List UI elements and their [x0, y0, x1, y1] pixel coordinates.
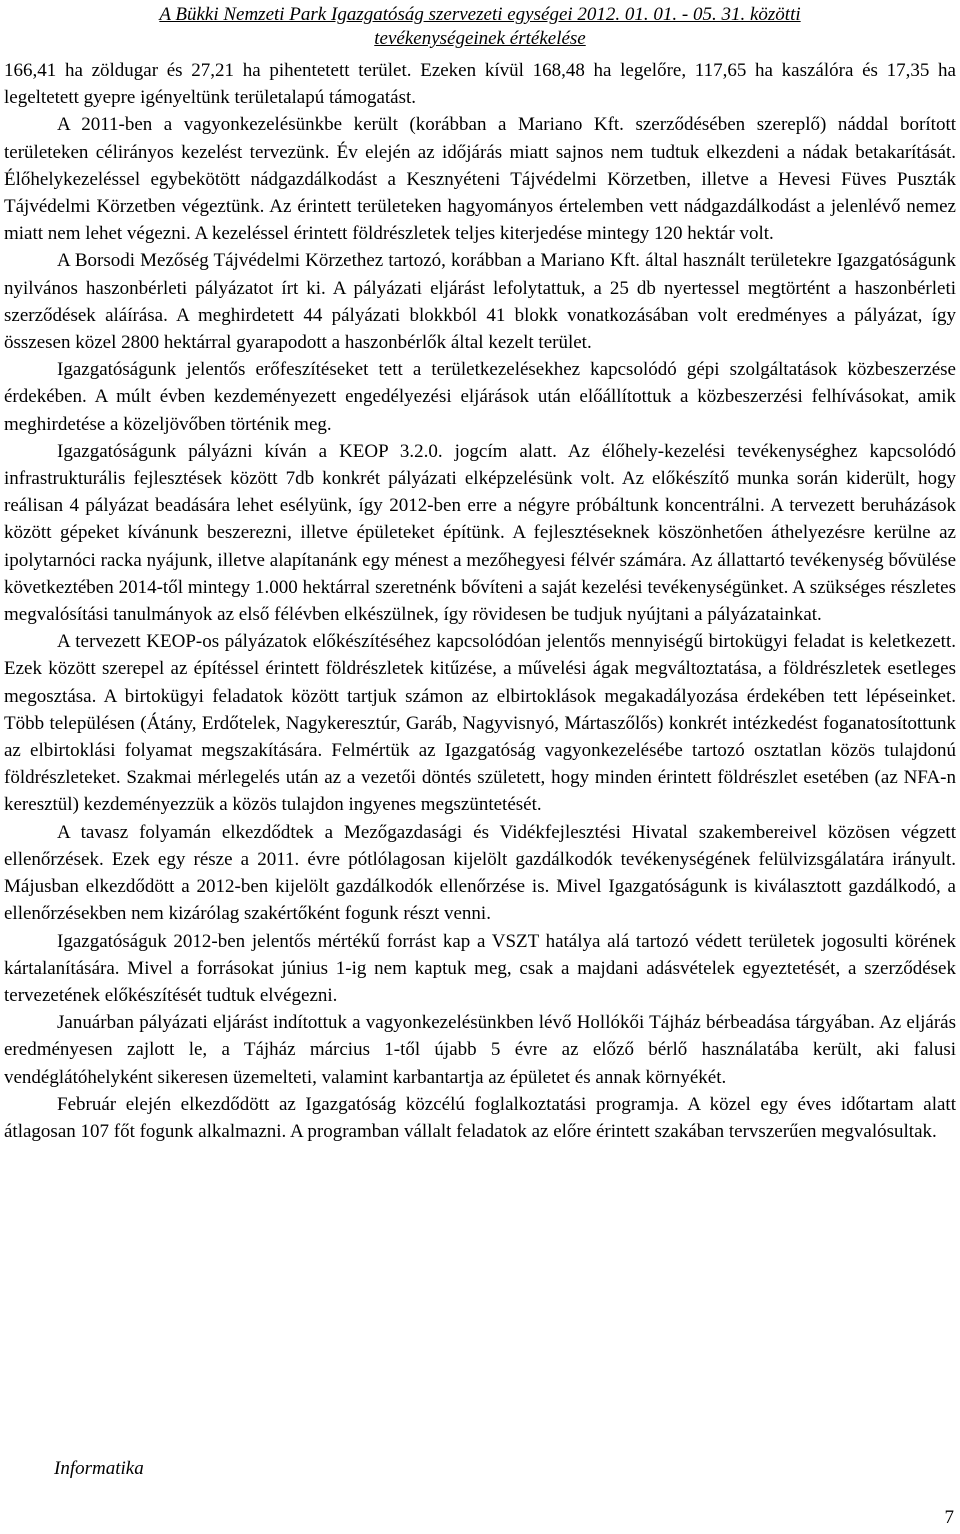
- paragraph: Januárban pályázati eljárást indítottuk a vagyonkezelésünkben lévő Hollókői Tájház bérbeadása tárgyában. Az eljárás eredményesen zajlott le, a Tájház március 1-től újabb 5 évre az előző bérlő használatába került, aki falusi vendéglátóhelyként sikeresen üzemelteti, valamint karbantartja az épületet és annak környékét.: [4, 1012, 956, 1088]
- paragraph: Igazgatóságunk pályázni kíván a KEOP 3.2.0. jogcím alatt. Az élőhely-kezelési tevékenységhez kapcsolódó infrastrukturális fejlesztések között 7db konkrét pályázati elképzelésünk volt. Az előkészítő munka során kiderült, hogy reálisan 4 pályázat beadására lehet esélyünk, így 2012-ben erre a négyre próbáltunk koncentrálni. A tervezett beruházások között gépeket kívánunk beszerezni, illetve épületeket építünk. A fejlesztéseknek köszönhetően áthelyezésre kerülne az ipolytarnóci racka nyájunk, illetve alapítanánk egy ménest a mezőhegyesi félvér számára. Az állattartó tevékenység bővülése következtében 2014-től mintegy 1.000 hektárral szeretnénk bővíteni a saját kezelési tevékenységünket. A szükséges részletes megvalósítási tanulmányok az első félévben elkészülnek, így rövidesen be tudjuk nyújtani a pályázatainkat.: [4, 440, 956, 626]
- paragraph: Február elején elkezdődött az Igazgatóság közcélú foglalkoztatási programja. A közel egy éves időtartam alatt átlagosan 107 főt fogunk alkalmazni. A programban vállalt feladatok az előre érintett szakában tervszerűen megvalósultak.: [4, 1093, 956, 1142]
- paragraph: Igazgatóságunk jelentős erőfeszítéseket tett a területkezelésekhez kapcsolódó gépi szolgáltatások közbeszerzése érdekében. A múlt évben kezdeményezett engedélyezési eljárások után előállítottuk a közbeszerzési felhívásokat, amik meghirdetése a közeljövőben történik meg.: [4, 359, 956, 435]
- paragraph: A 2011-ben a vagyonkezelésünkbe került (korábban a Mariano Kft. szerződésében szereplő) náddal borított területeken célirányos kezelést tervezünk. Év elején az időjárás miatt sajnos nem tudtuk elkezdeni a nádak betakarítását. Élőhelykezeléssel egybekötött nádgazdálkodást a Kesznyéteni Tájvédelmi Körzetben, illetve a Hevesi Füves Puszták Tájvédelmi Körzetben végeztünk. Az érintett területeken hagyományos értelemben vett nádgazdálkodást a jelenlévő nemez miatt nem lehet végezni. A kezeléssel érintett földrészletek teljes kiterjedése mintegy 120 hektár volt.: [4, 114, 956, 245]
- paragraph: Igazgatóságuk 2012-ben jelentős mértékű forrást kap a VSZT hatálya alá tartozó védett területek jogosulti körének kártalanítására. Mivel a forrásokat június 1-ig nem kaptuk meg, csak a majdani adásvételek egyeztetését, a szerződések tervezetének előkészítését tudtuk elvégezni.: [4, 930, 956, 1006]
- document-body: [4, 57, 956, 1145]
- header-title-line-2: tevékenységeinek értékelése: [374, 28, 586, 49]
- section-heading: Informatika: [54, 1458, 144, 1479]
- document-header: [0, 3, 960, 51]
- header-title-line-1: A Bükki Nemzeti Park Igazgatóság szervezeti egységei 2012. 01. 01. - 05. 31. közötti: [159, 4, 801, 25]
- paragraph: 166,41 ha zöldugar és 27,21 ha pihentetett terület. Ezeken kívül 168,48 ha legelőre, 117,65 ha kaszálóra és 17,35 ha legeltetett gyepre igényeltünk területalapú támogatást.: [4, 60, 956, 109]
- paragraph: A Borsodi Mezőség Tájvédelmi Körzethez tartozó, korábban a Mariano Kft. által használt területekre Igazgatóságunk nyilvános haszonbérleti pályázatot írt ki. A pályázati eljárást lefolytattuk, a 25 db nyertessel megtörtént a haszonbérleti szerződések aláírása. A meghirdetett 44 pályázati blokkból 41 blokk vonatkozásában volt eredményes a pályázat, így összesen közel 2800 hektárral gyarapodott a haszonbérlők által kezelt terület.: [4, 250, 956, 354]
- paragraph: A tervezett KEOP-os pályázatok előkészítéséhez kapcsolódóan jelentős mennyiségű birtokügyi feladat is keletkezett. Ezek között szerepel az építéssel érintett földrészletek kitűzése, a művelési ágak megváltoztatása, a földrészletek esetleges megosztása. A birtokügyi feladatok között tartjuk számon az elbirtoklások megakadályozása érdekében tett lépéseinket. Több településen (Átány, Erdőtelek, Nagykeresztúr, Garáb, Nagyvisnyó, Mártaszőlős) konkrét intézkedést foganatosítottunk az elbirtoklási folyamat megszakítására. Felmértük az Igazgatóság vagyonkezelésébe tartozó osztatlan közös tulajdonú földrészleteket. Szakmai mérlegelés után az a vezetői döntés született, hogy minden érintett földrészlet esetében (az NFA-n keresztül) kezdeményezzük a közös tulajdon ingyenes megszüntetését.: [4, 631, 956, 816]
- paragraph: A tavasz folyamán elkezdődtek a Mezőgazdasági és Vidékfejlesztési Hivatal szakembereivel közösen végzett ellenőrzések. Ezek egy része a 2011. évre pótlólagosan kijelölt gazdálkodók tevékenységének felülvizsgálatára irányult. Májusban elkezdődött a 2012-ben kijelölt gazdálkodók ellenőrzése is. Mivel Igazgatóságunk is kiválasztott gazdálkodó, a ellenőrzésekben nem kizárólag szakértőként fogunk részt venni.: [4, 821, 956, 925]
- page-number: 7: [944, 1507, 954, 1528]
